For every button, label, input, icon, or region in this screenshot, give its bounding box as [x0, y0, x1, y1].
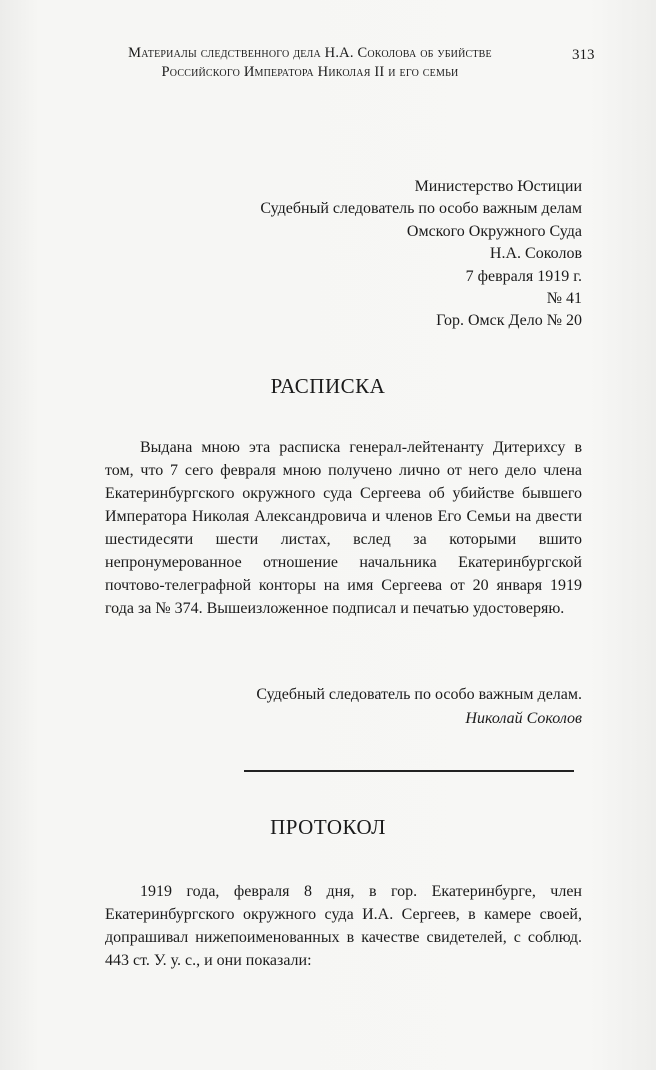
- page-number: 313: [572, 47, 595, 63]
- document-header: [102, 176, 582, 333]
- running-head-line-2: Российского Императора Николая II и его семьи: [161, 64, 459, 80]
- protocol-text: 1919 года, февраля 8 дня, в гор. Екатеринбурге, член Екатеринбургского окружного суда И.А. Сергеев, в камере своей, допрашивал нижепоименованных в качестве свидетелей, с соблюд. 443 ст. У. у. с., и они показали:: [105, 883, 582, 969]
- receipt-title: РАСПИСКА: [270, 374, 386, 398]
- header-investigator-title: Судебный следователь по особо важным делам: [260, 200, 582, 218]
- running-head: [60, 44, 560, 82]
- receipt-signature: [102, 683, 582, 731]
- signature-name: Николай Соколов: [465, 710, 582, 727]
- running-head-line-1: Материалы следственного дела Н.А. Соколова об убийстве: [128, 45, 492, 61]
- protocol-title: ПРОТОКОЛ: [270, 815, 386, 839]
- header-court: Омского Окружного Суда: [406, 222, 582, 240]
- signature-position: Судебный следователь по особо важным делам.: [256, 686, 582, 703]
- header-number: № 41: [546, 290, 582, 308]
- header-case: Гор. Омск Дело № 20: [436, 312, 582, 330]
- header-date: 7 февраля 1919 г.: [465, 267, 582, 285]
- header-investigator-name: Н.А. Соколов: [489, 245, 582, 263]
- section-divider: [244, 770, 574, 772]
- header-ministry: Министерство Юстиции: [414, 178, 582, 195]
- receipt-text: Выдана мною эта расписка генерал-лейтенанту Дитерихсу в том, что 7 сего февраля мною получено лично от него дело члена Екатеринбургского окружного суда Сергеева об убийстве бывшего Императора Николая Александровича и членов Его Семьи на двести шестидесяти шести листах, вслед за которыми вшито непронумерованное отношение начальника Екатеринбургской почтово-телеграфной конторы на имя Сергеева от 20 января 1919 года за № 374. Вышеизложенное подписал и печатью удостоверяю.: [105, 439, 582, 617]
